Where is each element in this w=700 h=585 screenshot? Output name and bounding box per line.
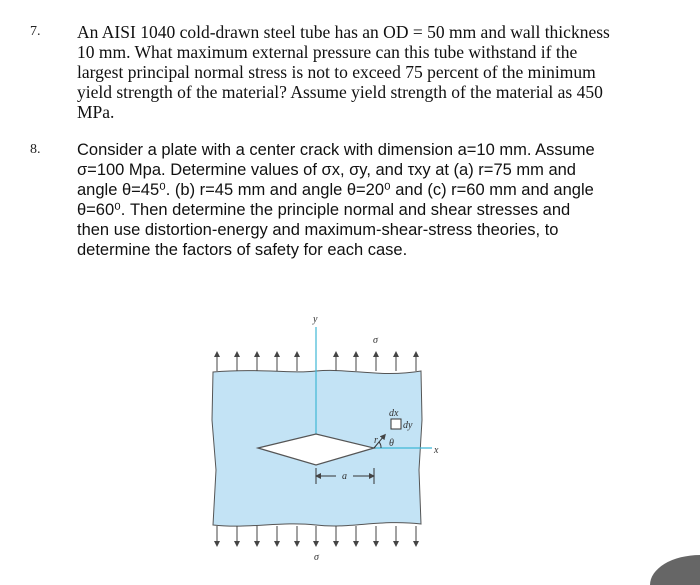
- q7-line: yield strength of the material? Assume yield strength of the material as 450: [77, 82, 603, 102]
- element-square: [391, 419, 401, 429]
- y-label: y: [313, 314, 318, 325]
- dx-label: dx: [389, 408, 399, 419]
- r-label: r: [374, 435, 378, 446]
- q8-line: angle θ=45⁰. (b) r=45 mm and angle θ=20⁰ and (c) r=60 mm and angle: [77, 181, 594, 199]
- q8-line: then use distortion-energy and maximum-shear-stress theories, to: [77, 221, 559, 239]
- sigma-top-label: σ: [373, 335, 378, 346]
- question-8-number: 8.: [30, 142, 41, 157]
- q8-line: θ=60⁰. Then determine the principle normal and shear stresses and: [77, 201, 571, 219]
- sigma-bottom-label: σ: [314, 552, 319, 563]
- q8-line: Consider a plate with a center crack with dimension a=10 mm. Assume: [77, 141, 595, 159]
- x-label: x: [434, 445, 439, 456]
- question-7-number: 7.: [30, 24, 41, 39]
- q7-line: MPa.: [77, 102, 115, 122]
- q8-line: σ=100 Mpa. Determine values of σx, σy, and τxy at (a) r=75 mm and: [77, 161, 576, 179]
- a-label: a: [342, 471, 347, 482]
- q8-line: determine the factors of safety for each case.: [77, 241, 408, 259]
- dy-label: dy: [403, 420, 413, 431]
- q7-line: 10 mm. What maximum external pressure can this tube withstand if the: [77, 42, 578, 62]
- q7-line: An AISI 1040 cold-drawn steel tube has an OD = 50 mm and wall thickness: [77, 22, 610, 42]
- theta-label: θ: [389, 438, 394, 449]
- q7-line: largest principal normal stress is not to exceed 75 percent of the minimum: [77, 62, 596, 82]
